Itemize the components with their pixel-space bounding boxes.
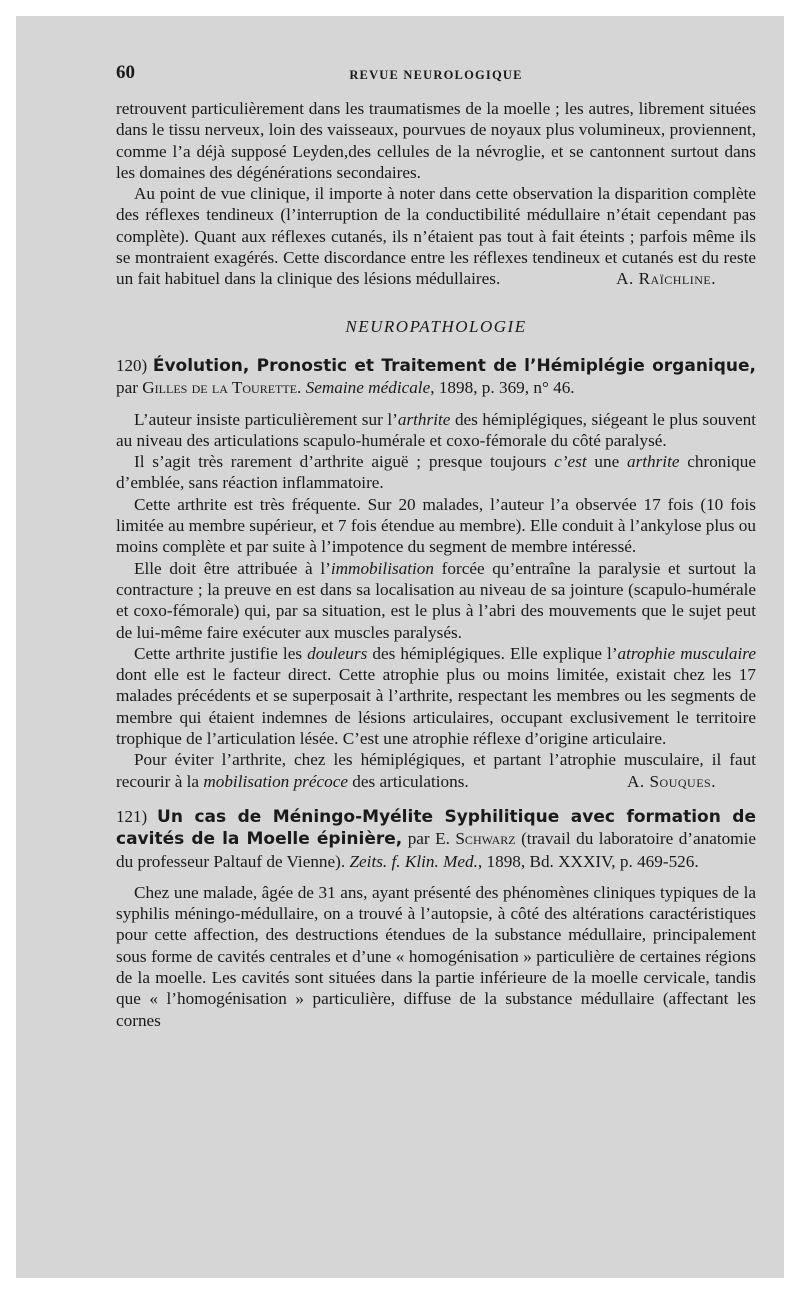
article-author: Gilles de la Tourette. xyxy=(142,378,302,398)
text-run: une xyxy=(586,452,627,472)
paragraph xyxy=(116,409,756,452)
by-label: par E. xyxy=(407,829,450,849)
text-run: des articulations. xyxy=(347,771,469,791)
paragraph xyxy=(116,183,756,289)
text-run: forcée qu’entraîne la paralysie et surtout la contracture ; la preuve en est dans sa localisation au niveau de sa jointure (scapulo-humérale et coxo-fémorale) qui, par sa situation, est le plus à l’abri des mouvements que le sujet peut de lui-même faire exécuter aux muscles paralysés. xyxy=(116,558,756,642)
paragraph xyxy=(116,494,756,558)
emphasis: atrophie musculaire xyxy=(617,643,756,663)
article-heading xyxy=(116,355,756,399)
journal-name: Zeits. f. Klin. Med. xyxy=(349,851,478,871)
author-signature: A. Raïchline. xyxy=(616,269,716,289)
author-signature: A. Souques. xyxy=(626,771,716,791)
text-run: des hémiplégiques, siégeant le plus souvent au niveau des articulations scapulo-humérale et coxo-fémorale du côté paralysé. xyxy=(116,409,756,450)
section-heading: NEUROPATHOLOGIE xyxy=(345,316,527,336)
paragraph-text: Au point de vue clinique, il importe à noter dans cette observation la disparition complète des réflexes tendineux (l’interruption de la conductibilité médullaire n’était cependant pas complète). Quant aux réflexes cutanés, ils n’étaient pas tout à fait éteints ; parfois même ils se montraient exagérés. Cette discordance entre les réflexes tendineux et cutanés est du reste un fait habituel dans la clinique des lésions médullaires. xyxy=(116,184,756,289)
scanned-page xyxy=(16,16,784,1278)
emphasis: immobilisation xyxy=(330,558,434,578)
article-120 xyxy=(116,355,756,792)
paragraph xyxy=(116,451,756,494)
journal-title: REVUE NEUROLOGIQUE xyxy=(349,68,523,82)
article-body xyxy=(116,98,756,1031)
page-number: 60 xyxy=(116,62,135,83)
text-run: Elle doit être attribuée à l’ xyxy=(134,558,331,578)
paragraph-text: retrouvent particulièrement dans les traumatismes de la moelle ; les autres, librement situées dans le tissu nerveux, loin des vaisseaux, pourvues de noyaux plus volumineux, proviennent, comme l’a déjà supposé Leyden,des cellules de la névroglie, et se cantonnent surtout dans les domaines des dégénérations secondaires. xyxy=(116,99,756,182)
by-label: par xyxy=(116,378,138,398)
text-run: Pour éviter l’arthrite, chez les hémiplégiques, et partant l’atrophie musculaire, il faut recourir à la xyxy=(116,750,756,791)
emphasis: douleurs xyxy=(307,643,368,663)
text-run: Chez une malade, âgée de 31 ans, ayant présenté des phénomènes cliniques typiques de la syphilis méningo-médullaire, on a trouvé à l’autopsie, à côté des altérations caractéristiques pour cette affection, des destructions étendues de la substance médullaire, principalement sous forme de cavités centrales et d’une « homogénisation » particulière de certaines régions de la moelle. Les cavités sont situées dans la partie inférieure de la moelle cervicale, tandis que « l’homogénisation » particulière, diffuse de la substance médullaire (affectant les cornes xyxy=(116,882,756,1030)
citation: , 1898, Bd. XXXIV, p. 469-526. xyxy=(477,851,699,871)
article-heading xyxy=(116,806,756,872)
emphasis: c’est xyxy=(554,452,587,472)
paragraph xyxy=(116,643,756,749)
text-run: Cette arthrite justifie les xyxy=(134,643,308,663)
emphasis: arthrite xyxy=(626,452,680,472)
article-number: 121) xyxy=(116,806,148,826)
text-run: Cette arthrite est très fréquente. Sur 20 malades, l’auteur l’a observée 17 fois (10 fois limitée au membre supérieur, et 7 fois étendue au membre). Elle conduit à l’ankylose plus ou moins complète et par suite à l’impotence du segment de membre intéressé. xyxy=(116,494,756,557)
paragraph xyxy=(116,98,756,183)
article-title: Évolution, Pronostic et Traitement de l’Hémiplégie organique, xyxy=(152,355,757,376)
text-run: Il s’agit très rarement d’arthrite aiguë ; presque toujours xyxy=(134,452,555,472)
paragraph xyxy=(116,749,756,792)
running-header xyxy=(116,62,756,86)
paragraph xyxy=(116,558,756,643)
citation: , 1898, p. 369, n° 46. xyxy=(430,378,575,398)
article-title: Un cas de Méningo-Myélite Syphilitique avec formation de cavités de la Moelle épinière, xyxy=(116,806,757,850)
article-author: Schwarz xyxy=(455,829,516,849)
text-run: chronique d’emblée, sans réaction inflammatoire. xyxy=(116,452,756,493)
paragraph xyxy=(116,882,756,1031)
article-number: 120) xyxy=(116,355,148,375)
citation: (travail du laboratoire d’anatomie du professeur Paltauf de Vienne). xyxy=(116,829,757,871)
emphasis: arthrite xyxy=(397,409,451,429)
text-run: L’auteur insiste particulièrement sur l’ xyxy=(134,409,398,429)
article-121 xyxy=(116,806,756,1031)
text-run: dont elle est le facteur direct. Cette atrophie plus ou moins limitée, existait chez les 17 malades précédents et se superposait à l’arthrite, respectant les membres ou les segments de membre qui étaient indemnes de lésions articulaires, occupant exclusivement le territoire trophique de l’articulation lésée. C’est une atrophie réflexe d’origine articulaire. xyxy=(116,665,756,749)
text-run: des hémiplégiques. Elle explique l’ xyxy=(367,643,618,663)
journal-name: Semaine médicale xyxy=(305,378,431,398)
emphasis: mobilisation précoce xyxy=(203,771,348,791)
